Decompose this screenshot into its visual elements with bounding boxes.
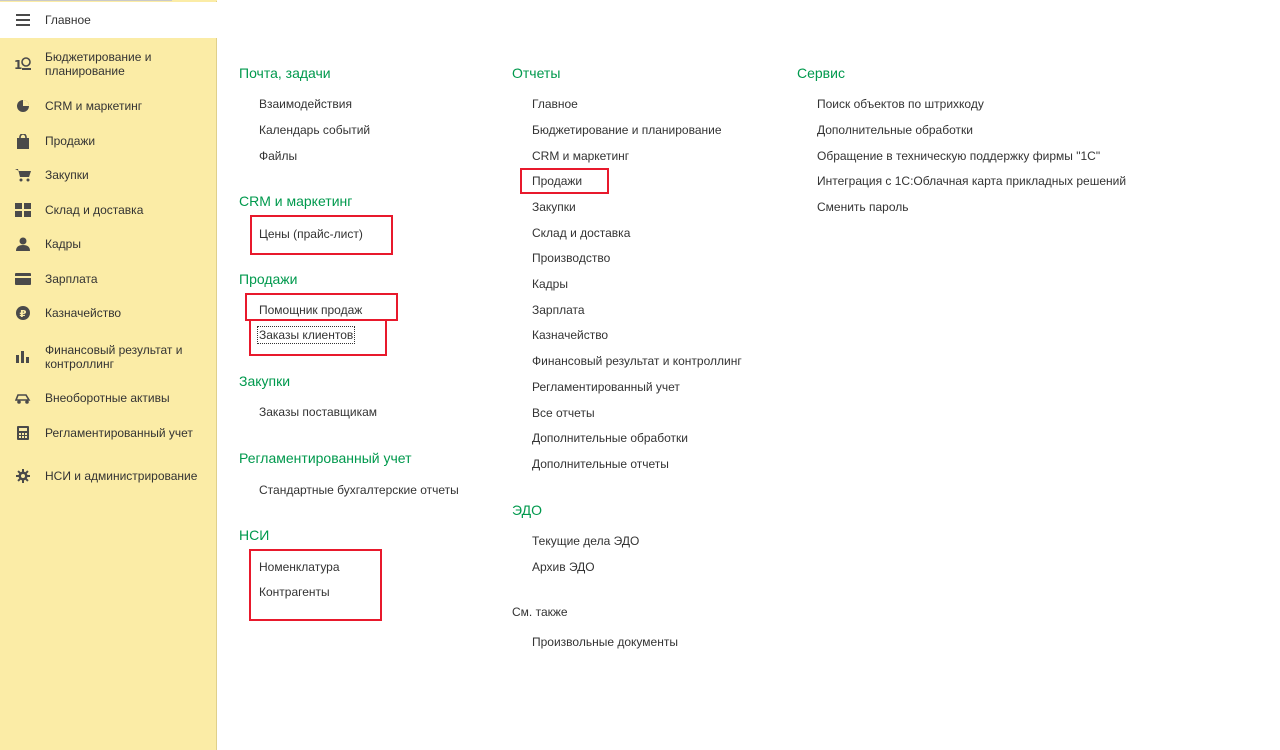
link-price-list[interactable]: Цены (прайс-лист): [259, 227, 363, 241]
sidebar-item-nsi[interactable]: [0, 456, 217, 496]
link-edo-archive[interactable]: Архив ЭДО: [532, 560, 595, 574]
link-standard-reports[interactable]: Стандартные бухгалтерские отчеты: [259, 483, 459, 497]
report-link-salary[interactable]: Зарплата: [532, 303, 585, 317]
sidebar-item-crm[interactable]: [0, 94, 217, 118]
svg-text:₽: ₽: [19, 309, 27, 320]
sidebar-item-label: Бюджетирование и планирование: [45, 50, 152, 78]
sidebar-item-main[interactable]: [0, 2, 217, 38]
link-nomenclature[interactable]: Номенклатура: [259, 560, 340, 574]
person-icon: [14, 235, 32, 253]
svg-text:1: 1: [14, 58, 23, 72]
coin-icon: [14, 304, 32, 322]
link-interactions[interactable]: Взаимодействия: [259, 97, 352, 111]
bar-chart-icon: [14, 348, 32, 366]
section-title-service: Сервис: [797, 65, 845, 81]
sidebar-item-hr[interactable]: [0, 232, 217, 256]
sidebar-item-label: Зарплата: [45, 272, 98, 286]
report-link-finance[interactable]: Финансовый результат и контроллинг: [532, 354, 742, 368]
sidebar-item-salary[interactable]: [0, 267, 217, 291]
cart-icon: [14, 166, 32, 184]
link-arbitrary-documents[interactable]: Произвольные документы: [532, 635, 678, 649]
sidebar-item-label: Казначейство: [45, 306, 122, 320]
sidebar-item-finance[interactable]: [0, 337, 217, 377]
report-link-budgeting[interactable]: Бюджетирование и планирование: [532, 123, 722, 137]
gear-icon: [14, 467, 32, 485]
warehouse-icon: [14, 201, 32, 219]
link-change-password[interactable]: Сменить пароль: [817, 200, 909, 214]
section-title-mail: Почта, задачи: [239, 65, 331, 81]
sidebar-item-label: Продажи: [45, 134, 96, 148]
calculator-icon: [14, 424, 32, 442]
sidebar-top-border-gap: [172, 0, 217, 1]
link-files[interactable]: Файлы: [259, 149, 298, 163]
link-edo-current[interactable]: Текущие дела ЭДО: [532, 534, 640, 548]
sidebar-item-label: Внеоборотные активы: [45, 391, 170, 405]
section-title-purchases: Закупки: [239, 373, 291, 389]
sidebar-item-label: Главное: [45, 13, 91, 27]
see-also-title: См. также: [512, 605, 568, 619]
sidebar-item-purchases[interactable]: [0, 163, 217, 187]
report-link-warehouse[interactable]: Склад и доставка: [532, 226, 631, 240]
link-tech-support[interactable]: Обращение в техническую поддержку фирмы "1С": [817, 149, 1101, 163]
sidebar-item-label: Склад и доставка: [45, 203, 144, 217]
sidebar-item-label: Закупки: [45, 168, 89, 182]
report-link-hr[interactable]: Кадры: [532, 277, 568, 291]
sidebar: [0, 0, 217, 750]
sidebar-item-sales[interactable]: [0, 129, 217, 153]
report-link-regulated[interactable]: Регламентированный учет: [532, 380, 680, 394]
report-link-main[interactable]: Главное: [532, 97, 578, 111]
card-icon: [14, 270, 32, 288]
report-link-sales[interactable]: Продажи: [532, 174, 583, 188]
link-barcode-search[interactable]: Поиск объектов по штрихкоду: [817, 97, 984, 111]
vehicle-icon: [14, 389, 32, 407]
report-link-extra-reports[interactable]: Дополнительные отчеты: [532, 457, 669, 471]
pie-chart-icon: [14, 97, 32, 115]
sidebar-item-warehouse[interactable]: [0, 198, 217, 222]
report-link-production[interactable]: Производство: [532, 251, 611, 265]
report-link-extra-processing[interactable]: Дополнительные обработки: [532, 431, 688, 445]
sidebar-item-budgeting[interactable]: [0, 44, 217, 84]
sidebar-item-treasury[interactable]: [0, 301, 217, 325]
shopping-bag-icon: [14, 132, 32, 150]
sidebar-item-label: Регламентированный учет: [45, 426, 193, 440]
link-calendar[interactable]: Календарь событий: [259, 123, 371, 137]
report-link-purchases[interactable]: Закупки: [532, 200, 576, 214]
section-title-nsi: НСИ: [239, 527, 270, 543]
link-supplier-orders[interactable]: Заказы поставщикам: [259, 405, 378, 419]
sidebar-item-fixed-assets[interactable]: [0, 386, 217, 410]
menu-icon: [14, 11, 32, 29]
sidebar-item-label: CRM и маркетинг: [45, 99, 143, 113]
sidebar-item-regulated[interactable]: [0, 421, 217, 445]
report-link-crm[interactable]: CRM и маркетинг: [532, 149, 630, 163]
link-cloud-map-integration[interactable]: Интеграция с 1С:Облачная карта прикладных решений: [817, 174, 1127, 188]
budget-icon: [14, 55, 32, 73]
section-title-reports: Отчеты: [512, 65, 561, 81]
report-link-treasury[interactable]: Казначейство: [532, 328, 609, 342]
link-extra-processing[interactable]: Дополнительные обработки: [817, 123, 973, 137]
sidebar-item-label: Кадры: [45, 237, 81, 251]
link-sales-assistant[interactable]: Помощник продаж: [259, 303, 363, 317]
sidebar-item-label: НСИ и администрирование: [45, 469, 198, 483]
report-link-all-reports[interactable]: Все отчеты: [532, 406, 595, 420]
section-title-edo: ЭДО: [512, 502, 542, 518]
link-customer-orders[interactable]: Заказы клиентов: [259, 328, 354, 342]
section-title-sales: Продажи: [239, 271, 298, 287]
section-title-regulated: Регламентированный учет: [239, 450, 412, 466]
sidebar-item-label: Финансовый результат и контроллинг: [45, 343, 183, 371]
section-title-crm: CRM и маркетинг: [239, 193, 353, 209]
link-counterparties[interactable]: Контрагенты: [259, 585, 330, 599]
